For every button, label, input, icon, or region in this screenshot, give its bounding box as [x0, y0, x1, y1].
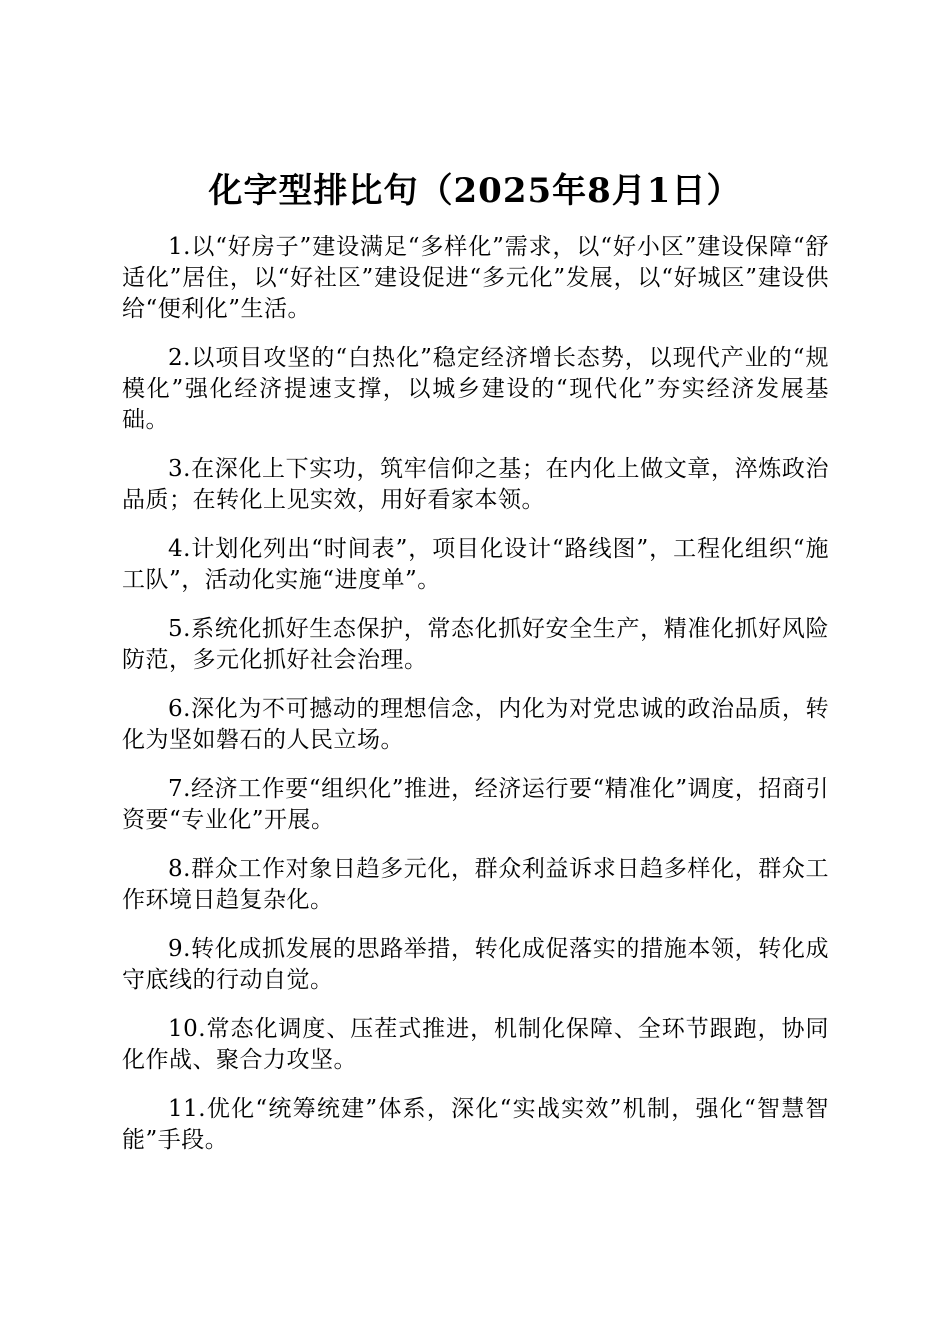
document-body — [122, 232, 829, 1174]
paragraph-5: 5.系统化抓好生态保护，常态化抓好安全生产，精准化抓好风险防范，多元化抓好社会治理。 — [122, 616, 829, 673]
paragraph-11: 11.优化“统筹统建”体系，深化“实战实效”机制，强化“智慧智能”手段。 — [122, 1096, 829, 1153]
paragraph-10: 10.常态化调度、压茬式推进，机制化保障、全环节跟跑，协同化作战、聚合力攻坚。 — [122, 1016, 829, 1073]
paragraph-1: 1.以“好房子”建设满足“多样化”需求，以“好小区”建设保障“舒适化”居住，以“好社区”建设促进“多元化”发展，以“好城区”建设供给“便利化”生活。 — [122, 234, 829, 322]
paragraph-7: 7.经济工作要“组织化”推进，经济运行要“精准化”调度，招商引资要“专业化”开展。 — [122, 776, 829, 833]
paragraph-6: 6.深化为不可撼动的理想信念，内化为对党忠诚的政治品质，转化为坚如磐石的人民立场。 — [122, 696, 829, 753]
paragraph-4: 4.计划化列出“时间表”，项目化设计“路线图”，工程化组织“施工队”，活动化实施“进度单”。 — [122, 536, 829, 593]
paragraph-9: 9.转化成抓发展的思路举措，转化成促落实的措施本领，转化成守底线的行动自觉。 — [122, 936, 829, 993]
document-title: 化字型排比句（2025年8月1日） — [208, 171, 742, 211]
paragraph-8: 8.群众工作对象日趋多元化，群众利益诉求日趋多样化，群众工作环境日趋复杂化。 — [122, 856, 829, 913]
paragraph-3: 3.在深化上下实功，筑牢信仰之基；在内化上做文章，淬炼政治品质；在转化上见实效，用好看家本领。 — [122, 456, 829, 513]
paragraph-2: 2.以项目攻坚的“白热化”稳定经济增长态势，以现代产业的“规模化”强化经济提速支撑，以城乡建设的“现代化”夯实经济发展基础。 — [122, 345, 829, 433]
